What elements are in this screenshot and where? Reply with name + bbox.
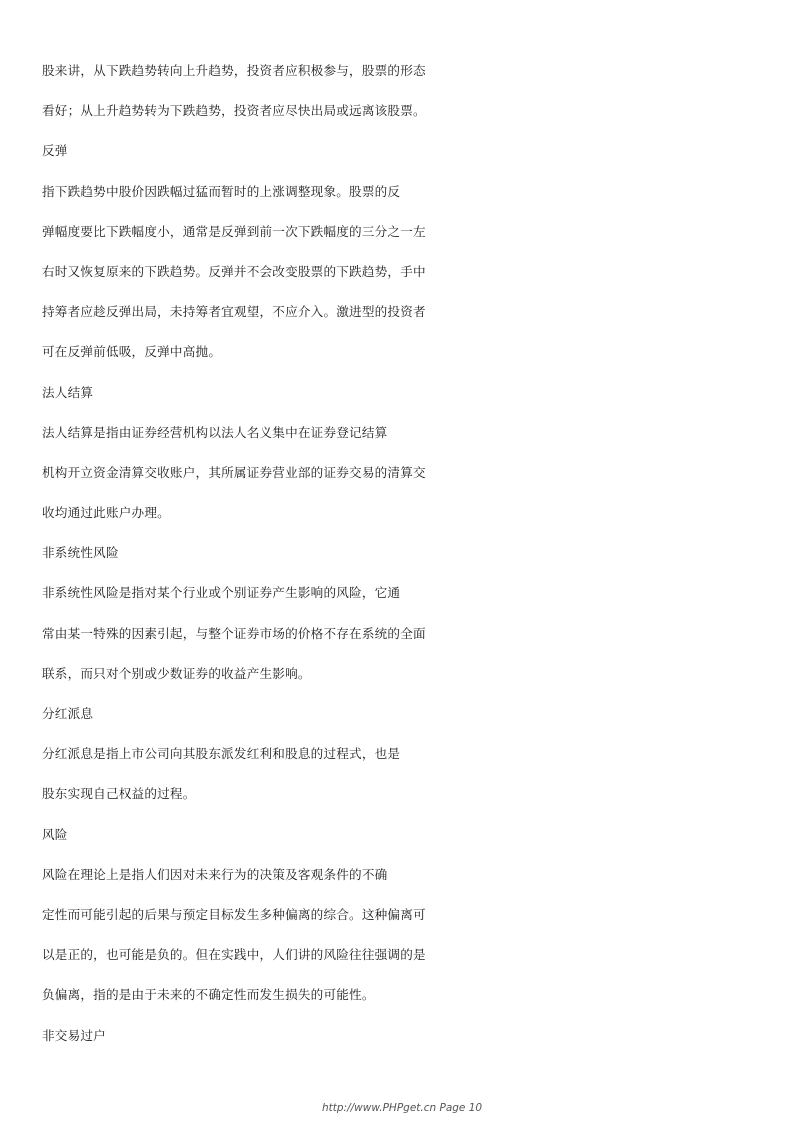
text-line: 持筹者应趁反弹出局，未持筹者宜观望，不应介入。激进型的投资者 xyxy=(42,304,426,320)
text-line: 弹幅度要比下跌幅度小，通常是反弹到前一次下跌幅度的三分之一左 xyxy=(42,223,426,239)
text-line: 联系，而只对个别或少数证券的收益产生影响。 xyxy=(42,665,311,681)
section-heading: 法人结算 xyxy=(42,384,94,400)
section-heading: 风险 xyxy=(42,826,68,842)
text-line: 可在反弹前低吸，反弹中高抛。 xyxy=(42,344,222,360)
page-footer: http://www.PHPget.cn Page 10 xyxy=(322,1102,483,1114)
text-line: 非系统性风险是指对某个行业或个别证券产生影响的风险，它通 xyxy=(42,585,401,601)
text-line: 股来讲，从下跌趋势转向上升趋势，投资者应积极参与，股票的形态 xyxy=(42,63,426,78)
section-heading: 非系统性风险 xyxy=(42,545,119,561)
text-line: 法人结算是指由证券经营机构以法人名义集中在证券登记结算 xyxy=(42,424,388,440)
text-line: 看好；从上升趋势转为下跌趋势，投资者应尽快出局或远离该股票。 xyxy=(42,103,426,119)
text-line: 负偏离，指的是由于未来的不确定性而发生损失的可能性。 xyxy=(42,987,375,1003)
text-line: 定性而可能引起的后果与预定目标发生多种偏离的综合。这种偏离可 xyxy=(42,906,426,922)
text-line: 收均通过此账户办理。 xyxy=(42,505,170,521)
text-line: 指下跌趋势中股价因跌幅过猛而暂时的上涨调整现象。股票的反 xyxy=(42,183,401,199)
text-line: 右时又恢复原来的下跌趋势。反弹并不会改变股票的下跌趋势，手中 xyxy=(42,263,426,279)
text-line: 机构开立资金清算交收账户，其所属证券营业部的证券交易的清算交 xyxy=(42,464,426,480)
section-heading: 分红派息 xyxy=(42,706,94,721)
section-heading: 反弹 xyxy=(42,143,68,159)
text-line: 股东实现自己权益的过程。 xyxy=(42,786,196,802)
body-text xyxy=(42,58,462,1063)
section-heading: 非交易过户 xyxy=(42,1027,106,1043)
text-line: 以是正的，也可能是负的。但在实践中，人们讲的风险往往强调的是 xyxy=(42,947,426,963)
text-line: 常由某一特殊的因素引起，与整个证券市场的价格不存在系统的全面 xyxy=(42,625,426,641)
text-line: 分红派息是指上市公司向其股东派发红利和股息的过程式，也是 xyxy=(42,746,401,762)
text-line: 风险在理论上是指人们因对未来行为的决策及客观条件的不确 xyxy=(42,866,388,882)
